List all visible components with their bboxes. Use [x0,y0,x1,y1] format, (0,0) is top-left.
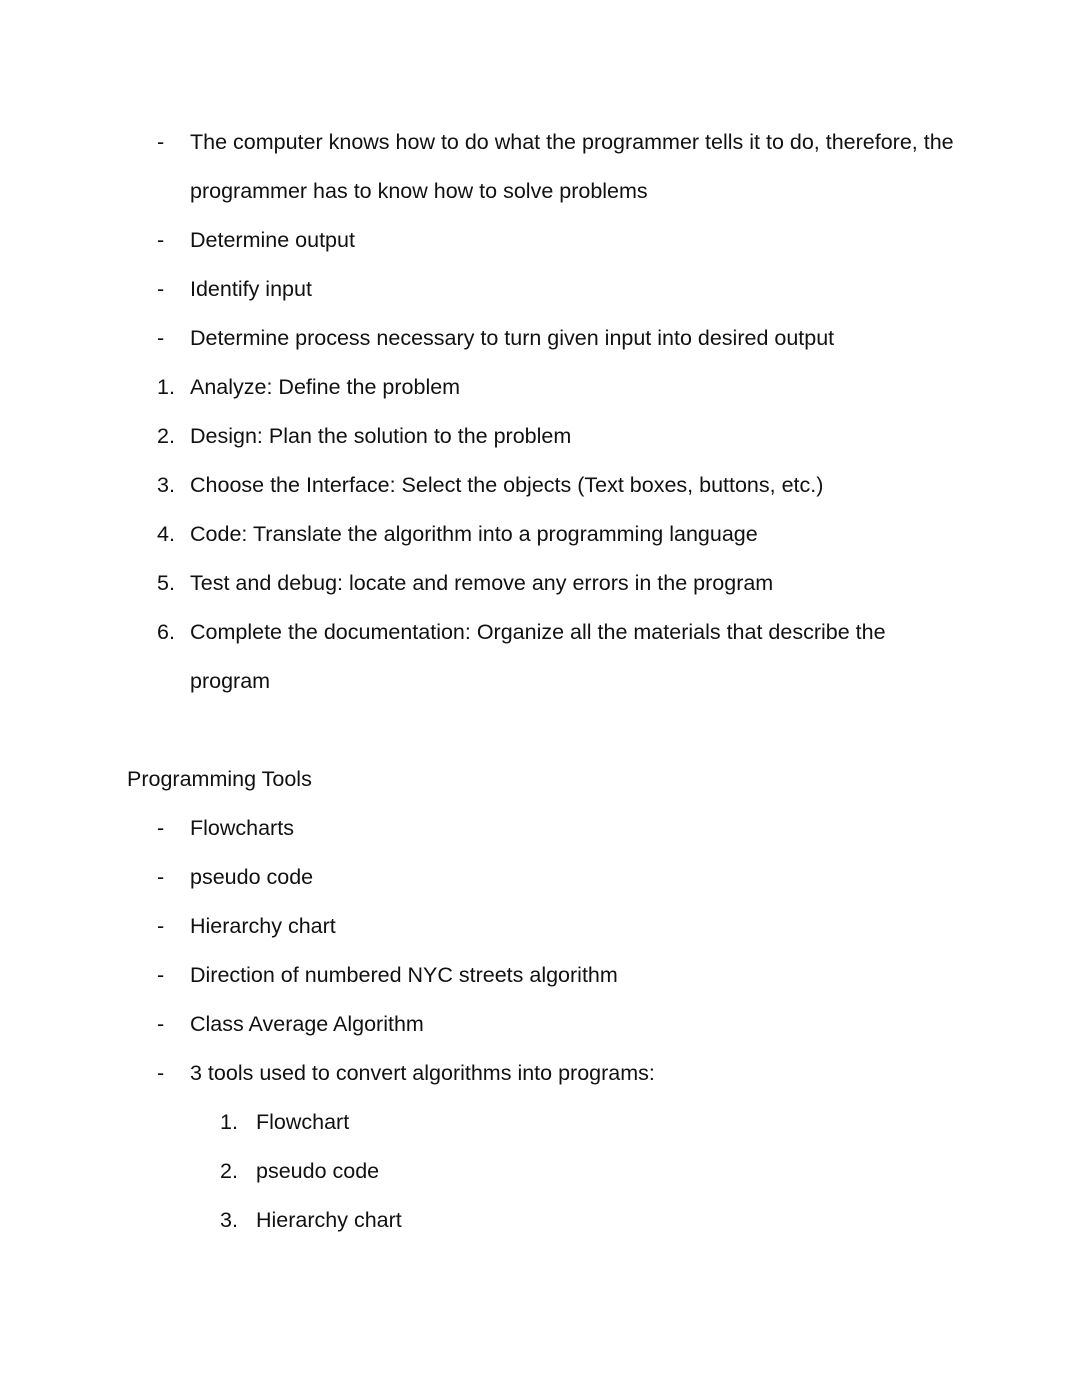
dash-marker: - [157,228,165,252]
list-item [220,1098,956,1147]
list-item-label: Design: Plan the solution to the problem [190,424,572,448]
list-item [220,1147,956,1196]
list-item-label: The computer knows how to do what the programmer tells it to do, therefore, the programmer has to know how to solve problems [190,130,954,203]
dash-marker: - [157,1061,165,1085]
list-item [157,559,960,608]
list-item-label: Complete the documentation: Organize all the materials that describe the program [190,620,886,693]
section-spacer [0,706,1080,755]
list-item [157,314,960,363]
number-marker: 1. [157,375,175,399]
programming-steps-list [0,363,1080,706]
list-item-label: Hierarchy chart [190,914,336,938]
list-item-label: Choose the Interface: Select the objects (Text boxes, buttons, etc.) [190,473,824,497]
list-item [157,853,960,902]
number-marker: 1. [220,1110,238,1134]
list-item-label: 3 tools used to convert algorithms into programs: [190,1061,655,1085]
list-item [157,363,960,412]
dash-marker: - [157,326,165,350]
number-marker: 3. [220,1208,238,1232]
list-item [157,216,960,265]
list-item-label: Test and debug: locate and remove any errors in the program [190,571,774,595]
list-item-label: pseudo code [256,1159,380,1183]
list-item [157,118,960,216]
programming-tools-dash-list [0,804,1080,1098]
dash-marker: - [157,277,165,301]
list-item [157,412,960,461]
number-marker: 2. [157,424,175,448]
number-marker: 6. [157,620,175,644]
number-marker: 2. [220,1159,238,1183]
number-marker: 3. [157,473,175,497]
list-item-label: Determine process necessary to turn given input into desired output [190,326,835,350]
dash-marker: - [157,914,165,938]
list-item-label: Hierarchy chart [256,1208,402,1232]
list-item-label: Code: Translate the algorithm into a programming language [190,522,758,546]
list-item-label: Class Average Algorithm [190,1012,424,1036]
dash-marker: - [157,130,165,154]
list-item [157,608,960,706]
list-item [157,902,960,951]
list-item-label: pseudo code [190,865,314,889]
list-item-label: Analyze: Define the problem [190,375,461,399]
list-item [220,1196,956,1245]
list-item [157,804,960,853]
dash-marker: - [157,963,165,987]
list-item-label: Direction of numbered NYC streets algorithm [190,963,618,987]
list-item-label: Determine output [190,228,355,252]
list-item-label: Flowchart [256,1110,350,1134]
list-item [157,1049,960,1098]
list-item [157,461,960,510]
dash-marker: - [157,865,165,889]
list-item [157,510,960,559]
list-item [157,1000,960,1049]
problem-solving-dash-list [0,118,1080,363]
dash-marker: - [157,816,165,840]
tools-sub-list [0,1098,1080,1245]
number-marker: 4. [157,522,175,546]
list-item-label: Flowcharts [190,816,294,840]
dash-marker: - [157,1012,165,1036]
list-item [157,951,960,1000]
number-marker: 5. [157,571,175,595]
list-item [157,265,960,314]
list-item-label: Identify input [190,277,312,301]
page-title: Programming Tools [127,767,312,791]
